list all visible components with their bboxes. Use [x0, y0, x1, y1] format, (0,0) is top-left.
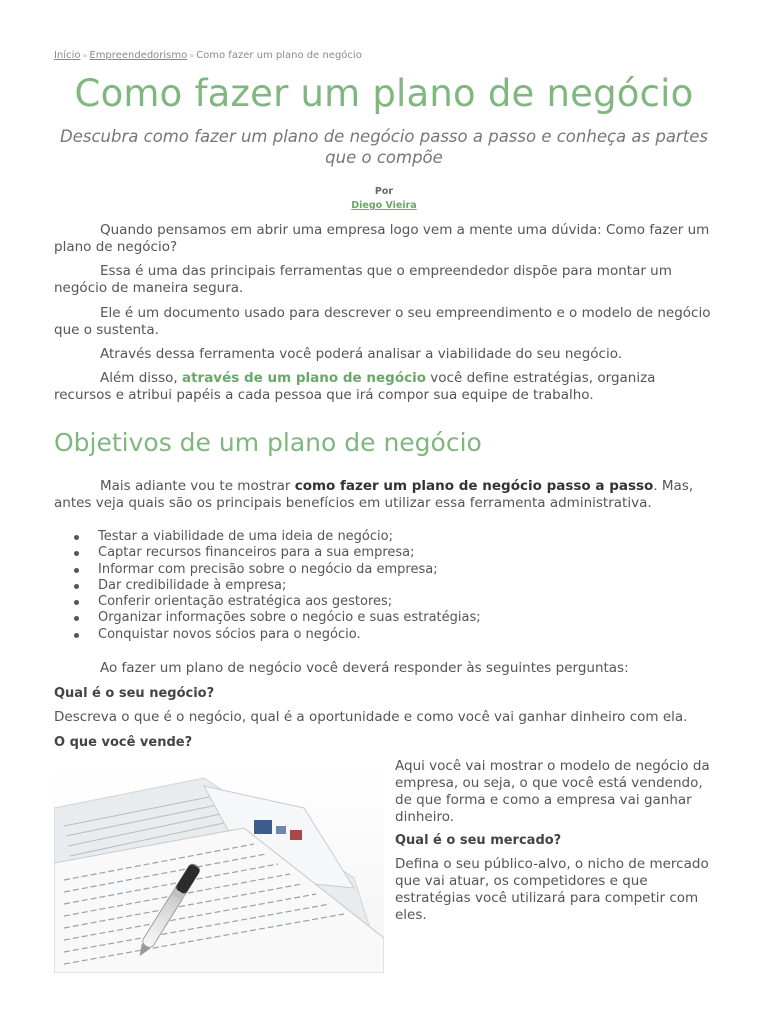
bullet-icon — [74, 633, 79, 638]
list-item: Captar recursos financeiros para a sua empresa; — [54, 545, 714, 561]
author-link[interactable]: Diego Vieira — [351, 200, 417, 211]
question-3: Qual é o seu mercado? — [395, 833, 562, 848]
intro-paragraph-1: Quando pensamos em abrir uma empresa logo vem a mente uma dúvida: Como fazer um plano de negócio? — [54, 222, 710, 255]
breadcrumb-separator: » — [82, 51, 88, 60]
documents-pen-image — [54, 768, 384, 973]
intro-paragraph-5: Além disso, através de um plano de negócio você define estratégias, organiza recursos e atribui papéis a cada pessoa que irá compor sua equipe de trabalho. — [54, 370, 656, 403]
question-1: Qual é o seu negócio? — [54, 686, 215, 701]
page-title: Como fazer um plano de negócio — [74, 72, 694, 115]
bullet-icon — [74, 535, 79, 540]
answer-3: Defina o seu público-alvo, o nicho de mercado que vai atuar, os competidores e que estratégias você utilizará para competir com eles. — [395, 856, 709, 923]
breadcrumb-category-link[interactable]: Empreendedorismo — [89, 50, 188, 61]
list-item: Dar credibilidade à empresa; — [54, 578, 714, 594]
list-item: Conquistar novos sócios para o negócio. — [54, 627, 714, 643]
breadcrumb-home-link[interactable]: Início — [54, 50, 81, 61]
business-plan-photo — [54, 768, 384, 973]
byline-label: Por — [374, 186, 394, 197]
bullet-icon — [74, 600, 79, 605]
section-heading: Objetivos de um plano de negócio — [54, 428, 482, 457]
section-intro-paragraph: Mais adiante vou te mostrar como fazer um plano de negócio passo a passo. Mas, antes veja quais são os principais benefícios em utilizar essa ferramenta administrativa. — [54, 478, 694, 511]
answer-2: Aqui você vai mostrar o modelo de negócio da empresa, ou seja, o que você está vendendo, de que forma e como a empresa vai ganhar dinheiro. — [395, 758, 710, 825]
list-item: Conferir orientação estratégica aos gestores; — [54, 594, 714, 610]
page-subtitle: Descubra como fazer um plano de negócio passo a passo e conheça as partes que o compõe — [60, 127, 708, 167]
bullet-icon — [74, 568, 79, 573]
bullet-icon — [74, 616, 79, 621]
questions-intro: Ao fazer um plano de negócio você deverá responder às seguintes perguntas: — [100, 660, 629, 676]
breadcrumb — [54, 50, 362, 61]
intro-paragraph-4: Através dessa ferramenta você poderá analisar a viabilidade do seu negócio. — [100, 346, 623, 362]
answer-1: Descreva o que é o negócio, qual é a oportunidade e como você vai ganhar dinheiro com ela. — [54, 709, 688, 725]
list-item: Organizar informações sobre o negócio e suas estratégias; — [54, 610, 714, 626]
intro-paragraph-3: Ele é um documento usado para descrever o seu empreendimento e o modelo de negócio que o sustenta. — [54, 305, 711, 338]
bullet-icon — [74, 551, 79, 556]
list-item: Testar a viabilidade de uma ideia de negócio; — [54, 529, 714, 545]
list-item: Informar com precisão sobre o negócio da empresa; — [54, 562, 714, 578]
intro-paragraph-2: Essa é uma das principais ferramentas que o empreendedor dispõe para montar um negócio de maneira segura. — [54, 263, 672, 296]
plano-de-negocio-link[interactable]: através de um plano de negócio — [181, 370, 427, 386]
breadcrumb-current: Como fazer um plano de negócio — [196, 50, 362, 61]
breadcrumb-separator: » — [189, 51, 195, 60]
bullet-icon — [74, 584, 79, 589]
question-2: O que você vende? — [54, 735, 193, 750]
benefits-list — [54, 529, 714, 643]
byline — [54, 185, 714, 213]
